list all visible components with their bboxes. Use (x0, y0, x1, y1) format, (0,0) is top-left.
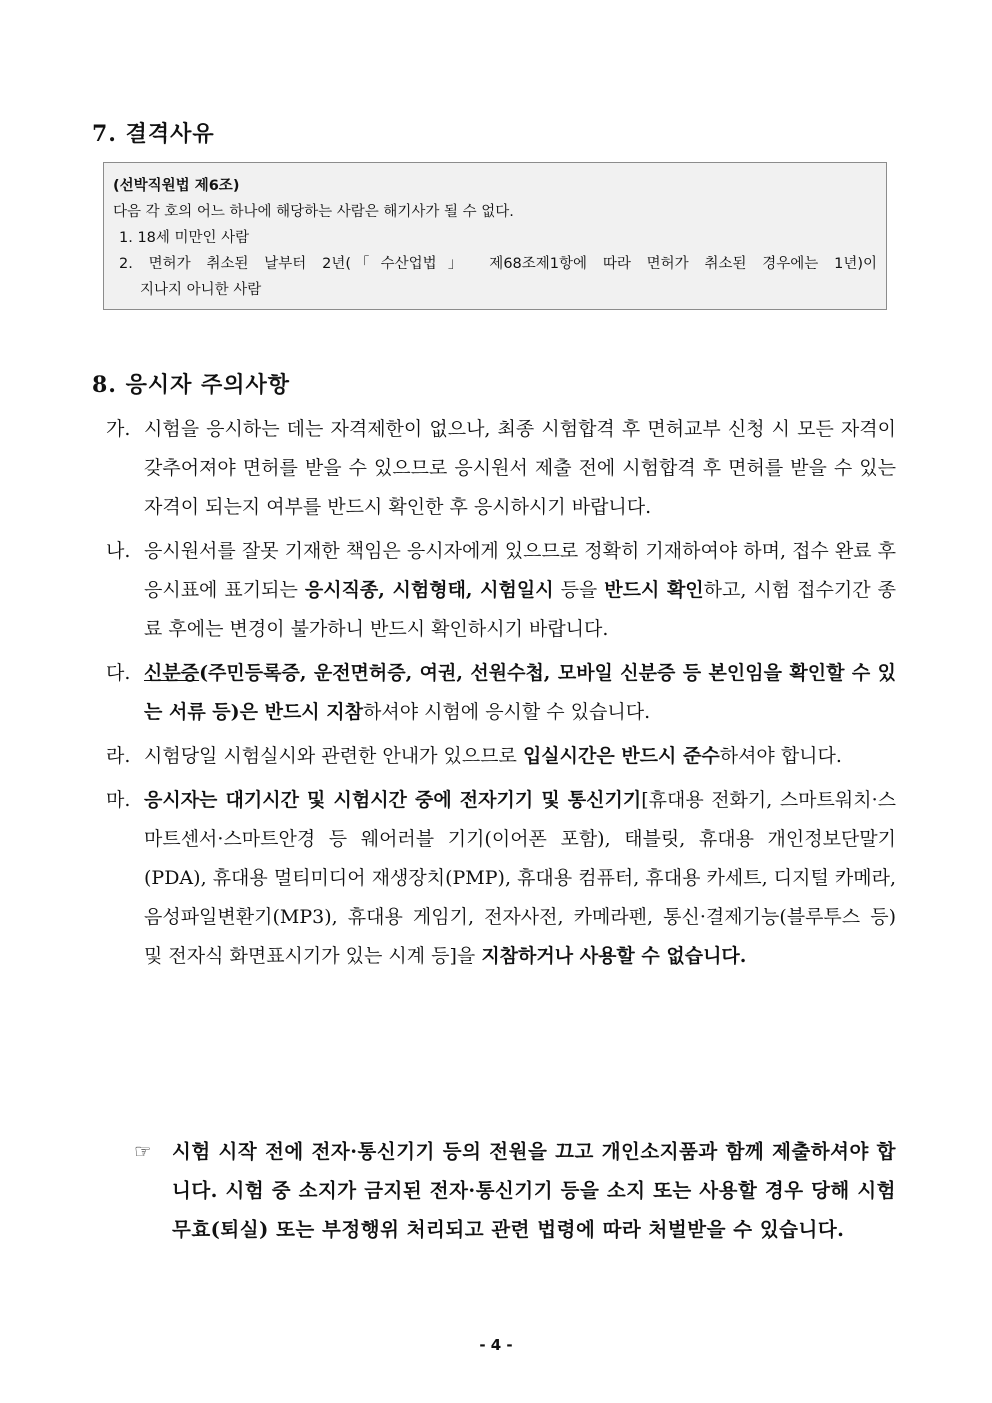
item-marker: 마. (106, 789, 131, 811)
item-text (144, 737, 896, 776)
notice-item-ga (106, 410, 896, 527)
text-run: [휴대용 전화기, 스마트워치·스마트센서·스마트안경 등 웨어러블 기기(이어폰 포함), 태블릿, 휴대용 개인정보단말기(PDA), 휴대용 멀티미디어 재생장치(PMP), 휴대용 컴퓨터, 휴대용 카세트, 디지털 카메라, 음성파일변환기(MP3), 휴대용 게임기, 전자사전, 카메라펜, 통신·결제기능(블루투스 등) 및 전자식 화면표시기가 있는 시계 등]을 (144, 789, 896, 967)
notice-item-ra (106, 737, 896, 776)
pointing-hand-icon: ☞ (134, 1140, 152, 1163)
item-marker: 나. (106, 540, 131, 562)
section-7-title: 7. 결격사유 (92, 121, 215, 147)
text-run: 하셔야 합니다. (719, 745, 842, 767)
warning-note (134, 1132, 896, 1249)
bold-run: 응시직종, 시험형태, 시험일시 (304, 579, 554, 601)
underlined-run: 신분증 (144, 662, 200, 684)
text-run: 하고, 시험 접수기간 종료 후에는 변경이 불가하니 반드시 확인하시기 바랍니다. (144, 579, 896, 640)
text-run: 시험당일 시험실시와 관련한 안내가 있으므로 (144, 745, 523, 767)
item-text: 시험을 응시하는 데는 자격제한이 없으나, 최종 시험합격 후 면허교부 신청 시 모든 자격이 갖추어져야 면허를 받을 수 있으므로 응시원서 제출 전에 시험합격 후 면허를 받을 수 있는 자격이 되는지 여부를 반드시 확인한 후 응시하시기 바랍니다. (144, 418, 896, 518)
item-marker: 다. (106, 662, 131, 684)
bold-run: 입실시간은 반드시 준수 (522, 745, 720, 767)
notice-list (106, 410, 896, 981)
bold-run: 응시자는 대기시간 및 시험시간 중에 전자기기 및 통신기기 (144, 789, 642, 811)
bold-run: 반드시 확인 (604, 579, 704, 601)
item-marker: 라. (106, 745, 131, 767)
notice-item-ma (106, 781, 896, 976)
law-excerpt-box (103, 162, 887, 310)
notice-item-na (106, 532, 896, 649)
item-text (144, 654, 896, 732)
section-8-title: 8. 응시자 주의사항 (92, 372, 291, 398)
text-run: 응시원서를 잘못 기재한 책임은 응시자에게 있으므로 정확히 기재하여야 하며, 접수 완료 후 응시표에 표기되는 (144, 540, 896, 601)
disqualification-item-1: 1. 18세 미만인 사람 (119, 230, 250, 246)
notice-item-da (106, 654, 896, 732)
page-number: - 4 - (479, 1336, 513, 1354)
item-marker: 가. (106, 418, 131, 440)
bold-run: (주민등록증, 운전면허증, 여권, 선원수첩, 모바일 신분증 등 본인임을 확인할 수 있는 서류 등)은 반드시 지참 (144, 662, 896, 723)
note-text: 시험 시작 전에 전자·통신기기 등의 전원을 끄고 개인소지품과 함께 제출하셔야 합니다. 시험 중 소지가 금지된 전자·통신기기 등을 소지 또는 사용할 경우 당해 시험 무효(퇴실) 또는 부정행위 처리되고 관련 법령에 따라 처벌받을 수 있습니다. (172, 1140, 896, 1241)
item-text (144, 532, 896, 649)
disqualification-item-2: 2. 면허가 취소된 날부터 2년(「수산업법」 제68조제1항에 따라 면허가 취소된 경우에는 1년)이 (119, 256, 877, 272)
law-reference: (선박직원법 제6조) (113, 178, 240, 194)
item-text (144, 781, 896, 976)
bold-run: 지참하거나 사용할 수 없습니다. (481, 945, 747, 967)
disqualification-item-2-continued: 지나지 아니한 사람 (140, 282, 262, 298)
text-run: 등을 (553, 579, 605, 601)
text-run: 하셔야 시험에 응시할 수 있습니다. (363, 701, 651, 723)
law-intro: 다음 각 호의 어느 하나에 해당하는 사람은 해기사가 될 수 없다. (113, 204, 514, 220)
